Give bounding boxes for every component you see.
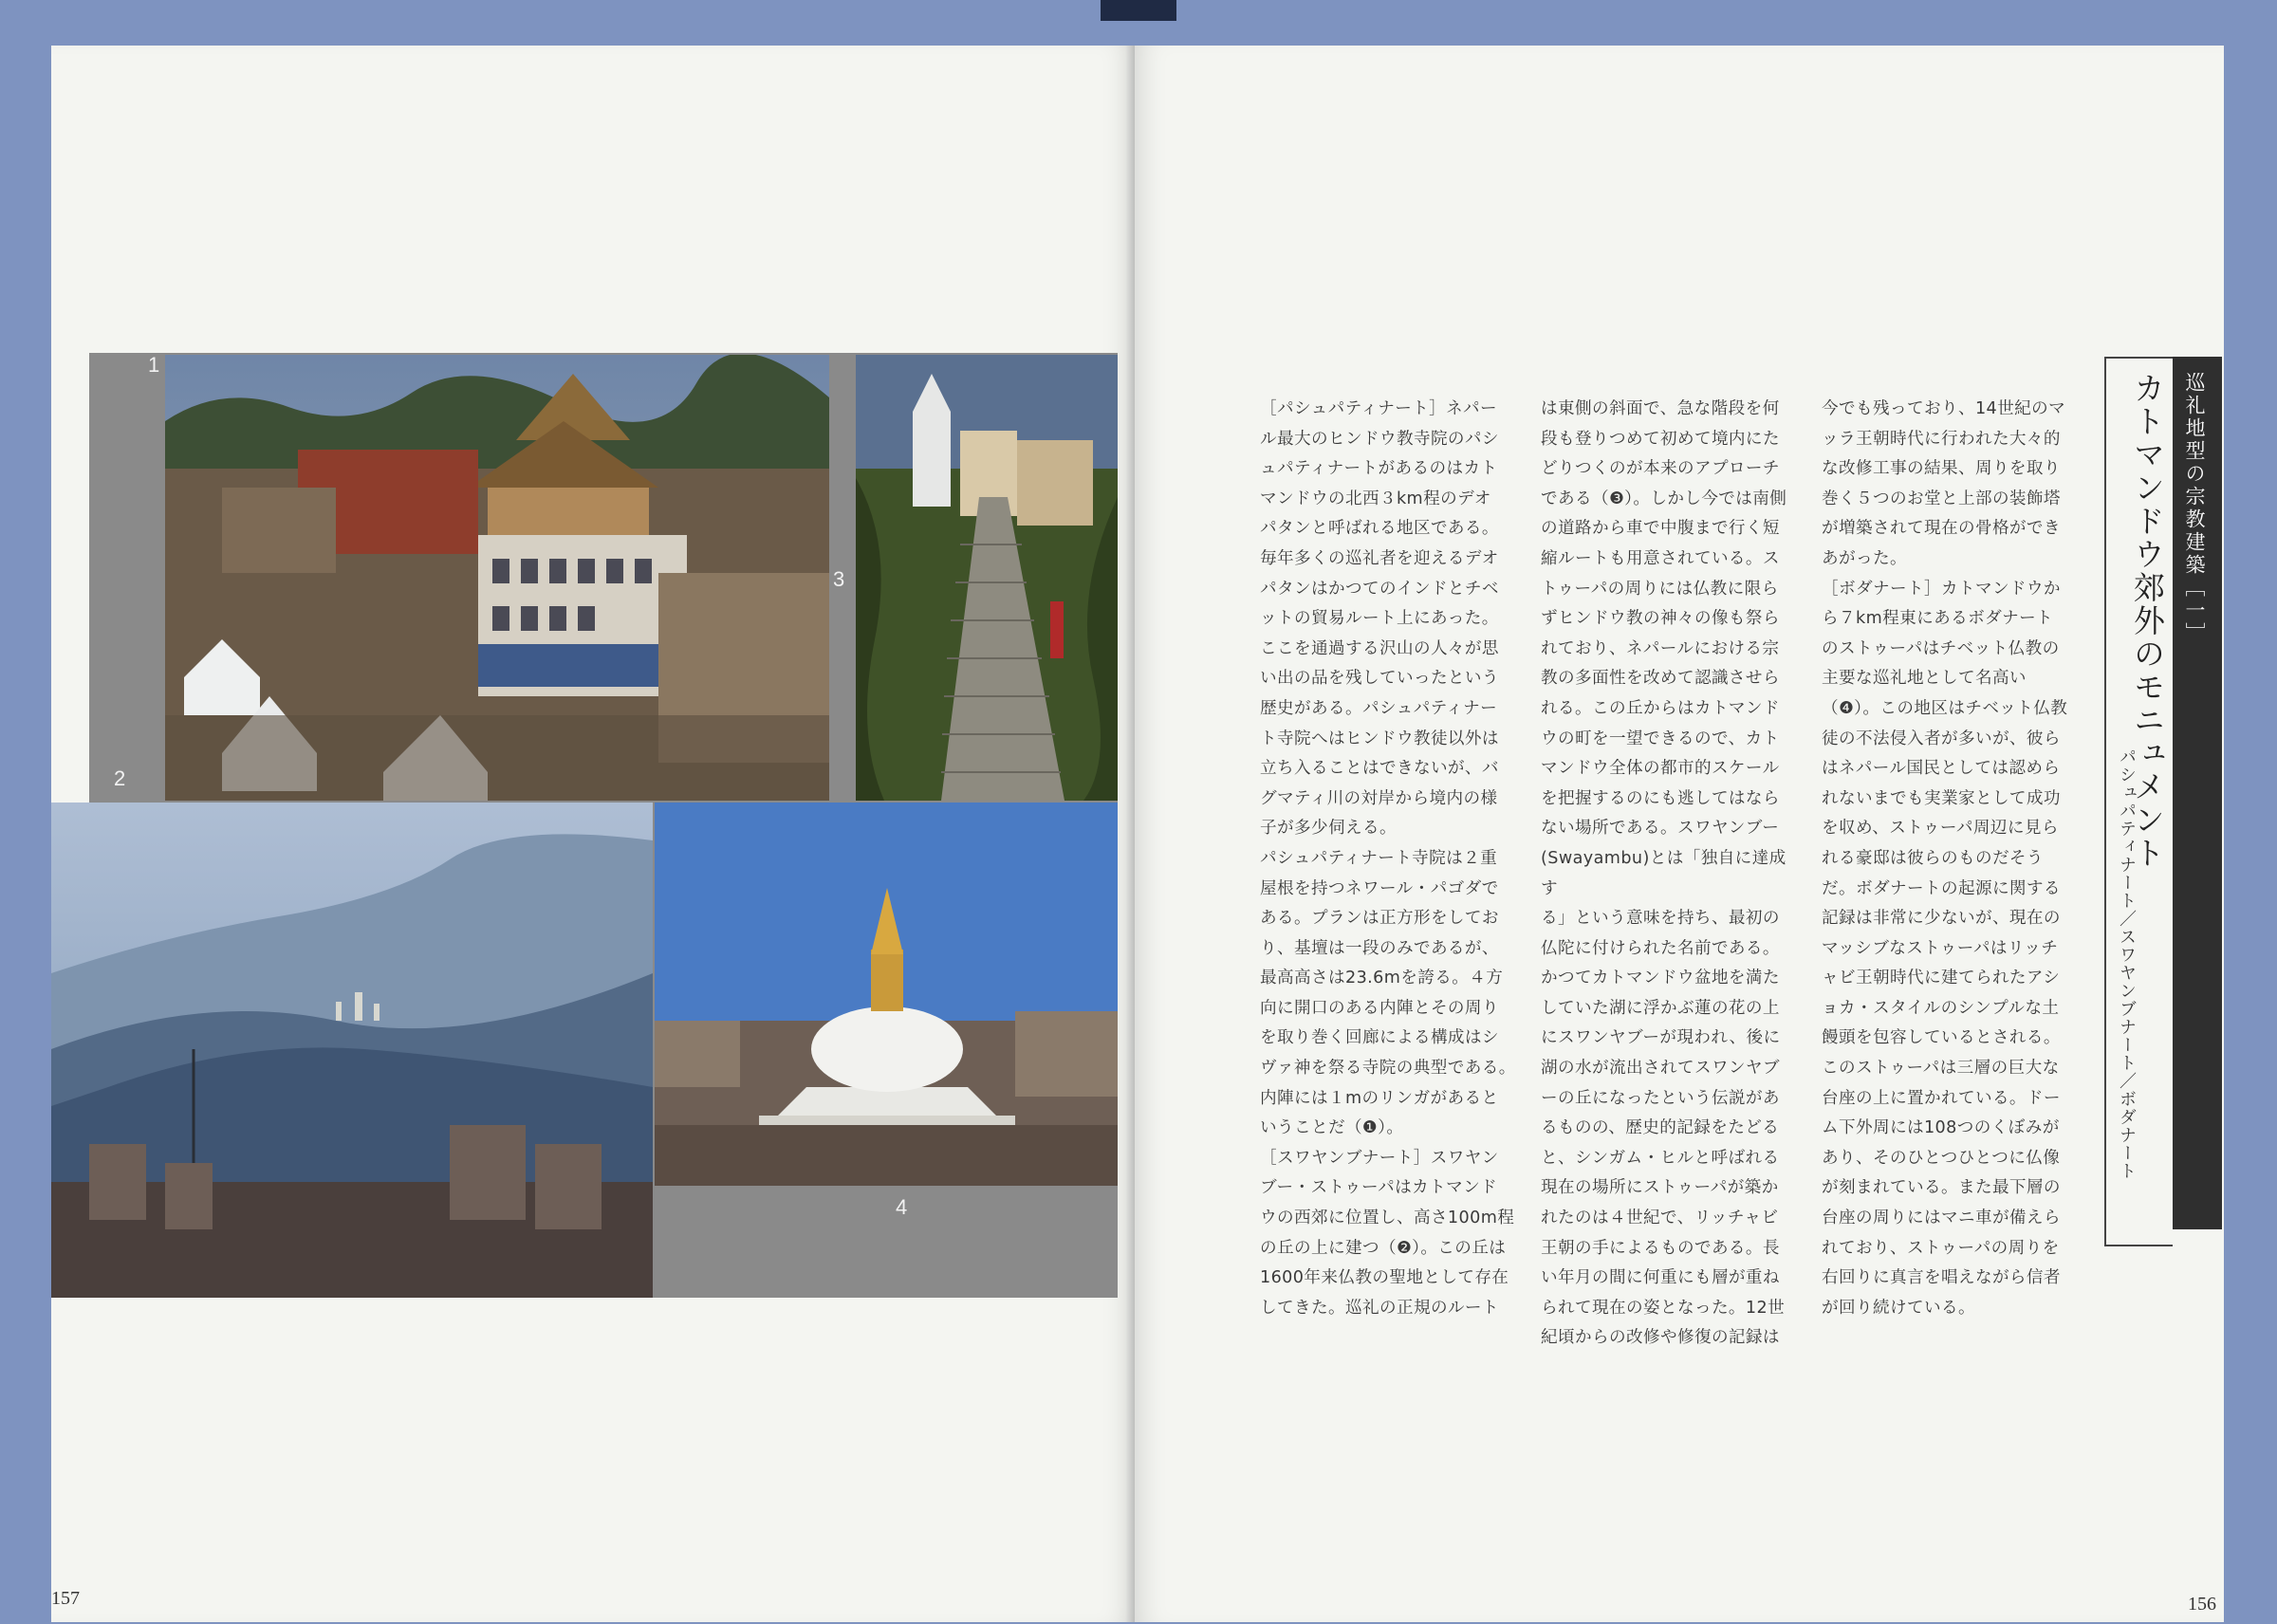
page-number-left: 157	[51, 1588, 80, 1609]
photo-swayambhunath-stairs	[856, 355, 1118, 801]
column-3-text: 今でも残っており、14世紀のマ ッラ王朝時代に行われた大々的 な改修工事の結果、周りを取り 巻く５つのお堂と上部の装飾塔 が増築されて現在の骨格ができ あがった。 ［ボダナート］カトマンドウか ら７km程東にあるボダナート のストゥーパはチベット仏教の 主要な巡礼地として名高い （❹）。この地区はチベット仏教 徒の不法侵入者が多いが、彼ら はネパール国民としては認めら れないまでも実業家として成功 を収め、ストゥーパ周辺に見ら れる豪邸は彼らのものだそう だ。ボダナートの起源に関する 記録は非常に少ないが、現在の マッシブなストゥーパはリッチ ャビ王朝時代に建てられたアシ ョカ・スタイルのシンプルな土 饅頭を包容しているとされる。 このストゥーパは三層の巨大な 台座の上に置かれている。ドー ム下外周には108つのくぼみが あり、そのひとつひとつに仏像 が刻まれている。また最下層の 台座の周りにはマニ車が備えら れており、ストゥーパの周りを 右回りに真言を唱えながら信者 が回り続けている。	[1822, 399, 2068, 1318]
page-number-right: 156	[2188, 1594, 2216, 1615]
left-page	[51, 46, 1135, 1622]
text-column-3	[1822, 395, 2080, 1323]
photo-pashupatinath	[165, 355, 829, 801]
text-column-1	[1260, 395, 1518, 1323]
photo-boudhanath-stupa	[655, 803, 1118, 1186]
text-column-2	[1541, 395, 1799, 1354]
column-2-text: は東側の斜面で、急な階段を何 段も登りつめて初めて境内にた どりつくのが本来のアプローチ である（❸）。しかし今では南側 の道路から車で中腹まで行く短 縮ルートも用意されている。ス トゥーパの周りには仏教に限ら ずヒンドウ教の神々の像も祭ら れており、ネパールにおける宗 教の多面性を改めて認識させら れる。この丘からはカトマンド ウの町を一望できるので、カト マンドウ全体の都市的スケール を把握するのにも逃してはなら ない場所である。スワヤンブー (Swayambu)とは「独自に達成す る」という意味を持ち、最初の 仏陀に付けられた名前である。 かつてカトマンドウ盆地を満た していた湖に浮かぶ蓮の花の上 にスワンヤブーが現われ、後に 湖の水が流出されてスワンヤブ ーの丘になったという伝説があ るものの、歴史的記録をたどる と、シンガム・ヒルと呼ばれる 現在の場所にストゥーパが築か れたのは４世紀で、リッチャビ 王朝の手によるものである。長 い年月の間に何重にも層が重ね られて現在の姿となった。12世 紀頃からの改修や修復の記録は	[1541, 399, 1787, 1348]
figure-number-3: 3	[833, 567, 845, 591]
figure-number-4: 4	[896, 1195, 908, 1219]
figure-number-1: 1	[148, 353, 160, 377]
right-page	[1135, 46, 2224, 1622]
column-1-text: ［パシュパティナート］ネパー ル最大のヒンドウ教寺院のパシ ュパティナートがあるのはカト マンドウの北西３km程のデオ パタンと呼ばれる地区である。 毎年多くの巡礼者を迎えるデオ パタンはかつてのインドとチベ ットの貿易ルート上にあった。 ここを通過する沢山の人々が思 い出の品を残していったという 歴史がある。パシュパティナー ト寺院へはヒンドウ教徒以外は 立ち入ることはできないが、バ グマティ川の対岸から境内の様 子が多少伺える。 パシュパティナート寺院は２重 屋根を持つネワール・パゴダで ある。プランは正方形をしてお り、基壇は一段のみであるが、 最高高さは23.6mを誇る。４方 向に開口のある内陣とその周り を取り巻く回廊による構成はシ ヴァ神を祭る寺院の典型である。 内陣には１mのリンガがあると いうことだ（❶）。 ［スワヤンブナート］スワヤン ブー・ストゥーパはカトマンド ウの西郊に位置し、高さ100m程 の丘の上に建つ（❷）。この丘は 1600年来仏教の聖地として存在 してきた。巡礼の正規のルート	[1260, 399, 1516, 1318]
book-edge	[1101, 0, 1176, 21]
section-subtitle: パシュパティナート／スワヤンブナート／ボダナート	[2117, 747, 2137, 1180]
section-tag: 巡礼地型の宗教建築［一］	[2183, 372, 2206, 645]
section-title: カトマンドウ郊外のモニュメント	[2129, 372, 2166, 870]
figure-number-2: 2	[114, 766, 126, 790]
photo-kathmandu-hills	[51, 803, 653, 1298]
